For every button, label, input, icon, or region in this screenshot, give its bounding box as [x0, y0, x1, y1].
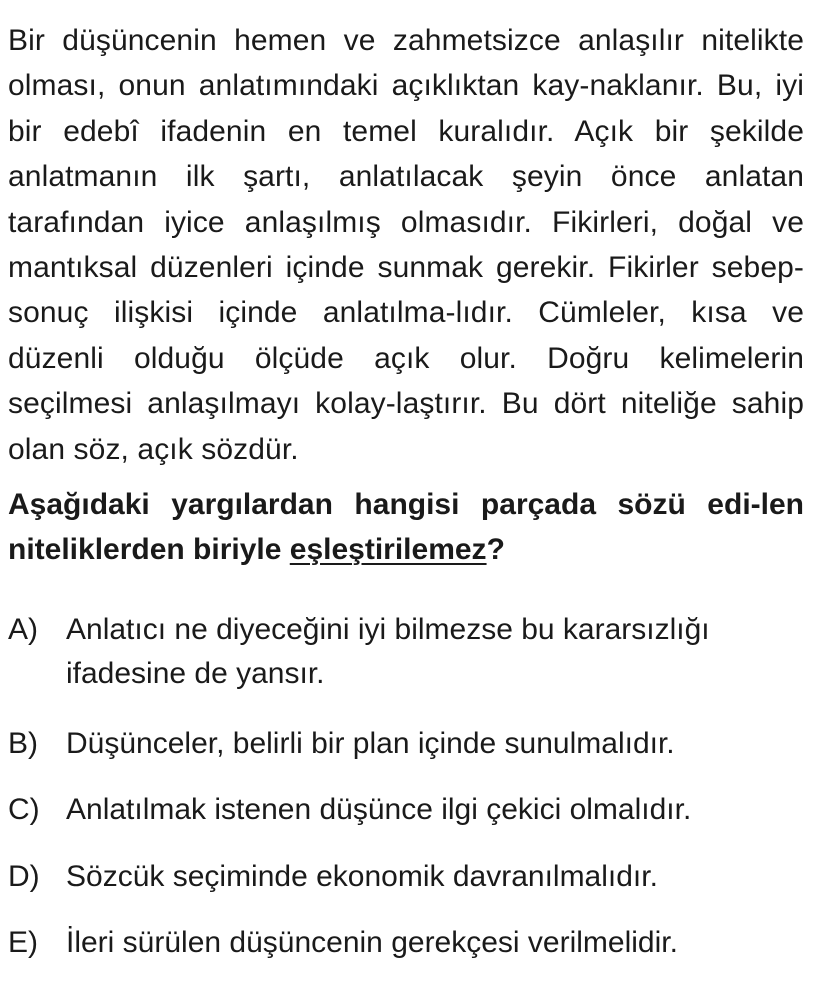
option-letter: E) — [8, 926, 38, 959]
answer-option-d[interactable] — [8, 855, 808, 899]
answer-option-e[interactable] — [8, 921, 808, 965]
answer-option-b[interactable] — [8, 722, 808, 766]
option-letter: B) — [8, 727, 38, 760]
answer-option-c[interactable] — [8, 788, 808, 832]
question-mark: ? — [486, 533, 505, 566]
question-emphasis: eşleştirilemez — [289, 533, 487, 566]
option-text: Sözcük seçiminde ekonomik davranılmalıdır. — [66, 860, 658, 893]
option-text: Anlatıcı ne diyeceğini iyi bilmezse bu kararsızlığı ifadesine de yansır. — [66, 613, 710, 690]
passage-text: Bir düşüncenin hemen ve zahmetsizce anlaşılır nitelikte olması, onun anlatımındaki açıklıktan kay-naklanır. Bu, iyi bir edebî ifadenin en temel kuralıdır. Açık bir şekilde anlatmanın ilk şartı, anlatılacak şeyin önce anlatan tarafından iyice anlaşılmış olmasıdır. Fikirleri, doğal ve mantıksal düzenleri içinde sunmak gerekir. Fikirler sebep-sonuç ilişkisi içinde anlatılma-lıdır. Cümleler, kısa ve düzenli olduğu ölçüde açık olur. Doğru kelimelerin seçilmesi anlaşılmayı kolay-laştırır. Bu dört niteliğe sahip olan söz, açık sözdür. — [8, 24, 804, 466]
option-letter: C) — [8, 793, 40, 826]
reading-passage — [8, 18, 804, 472]
option-text: Anlatılmak istenen düşünce ilgi çekici olmalıdır. — [66, 793, 692, 826]
question-stem — [8, 482, 804, 572]
option-text: Düşünceler, belirli bir plan içinde sunulmalıdır. — [66, 727, 675, 760]
option-text: İleri sürülen düşüncenin gerekçesi verilmelidir. — [66, 926, 678, 959]
option-letter: D) — [8, 860, 40, 893]
question-text: Aşağıdaki yargılardan hangisi parçada sözü edi-len niteliklerden biriyle — [8, 488, 804, 566]
answer-option-a[interactable] — [8, 608, 808, 696]
option-letter: A) — [8, 613, 38, 646]
